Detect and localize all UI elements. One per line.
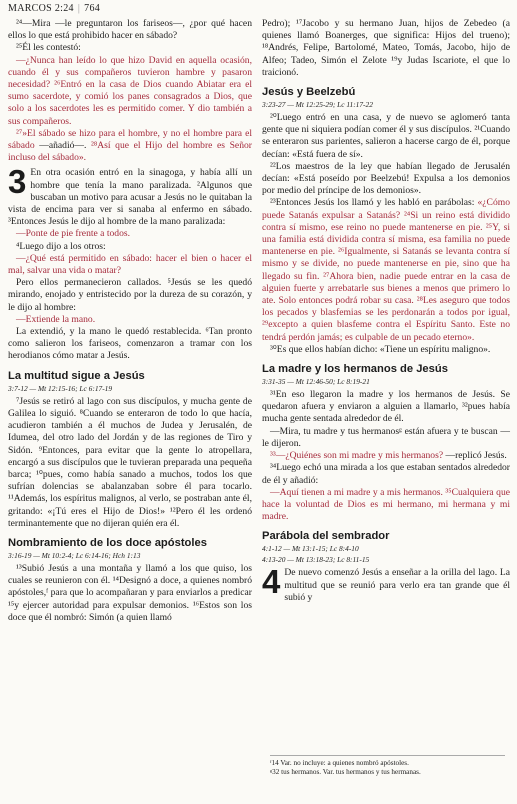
- chapter-number: 3: [8, 163, 27, 201]
- narration: ²³Entonces Jesús los llamó y les habló en parábolas:: [270, 197, 478, 209]
- page-header: [8, 3, 100, 14]
- verse-text: De nuevo comenzó Jesús a enseñar a la orilla del lago. La multitud que se reunió para verlo era tan grande que él subió y: [284, 567, 510, 603]
- verse-paragraph: ³⁰Es que ellos habían dicho: «Tiene un espíritu maligno».: [270, 343, 491, 355]
- narration: —replicó Jesús.: [445, 450, 507, 462]
- verse-paragraph: [262, 450, 510, 462]
- words-of-jesus: ²⁷»El sábado se hizo para el hombre, y no el hombre para el sábado: [8, 127, 252, 152]
- section-heading: Parábola del sembrador: [262, 530, 390, 543]
- verse-paragraph: Pedro); ¹⁷Jacobo y su hermano Juan, hijos de Zebedeo (a quienes llamó Boanerges, que significa: Hijos del trueno); ¹⁸Andrés, Felipe, Bartolomé, Mateo, Tomás, Jacobo, hijo de Alfeo; Tadeo, Simón el Zelote ¹⁹y Judas Iscariote, el que lo traicionó.: [262, 18, 510, 78]
- cross-reference: 4:1-12 — Mt 13:1-15; Lc 8:4-10: [262, 544, 359, 554]
- cross-reference: 4:13-20 — Mt 13:18-23; Lc 8:11-15: [262, 555, 370, 565]
- verse-paragraph: ²⁰Luego entró en una casa, y de nuevo se aglomeró tanta gente que ni siquiera podían comer él y sus discípulos. ²¹Cuando se enteraron sus parientes, salieron a hacerse cargo de él, porque decían: «Está fuera de sí».: [262, 112, 510, 160]
- section-heading: Nombramiento de los doce apóstoles: [8, 536, 207, 549]
- cross-reference: 3:31-35 — Mt 12:46-50; Lc 8:19-21: [262, 377, 370, 387]
- words-of-jesus: —¿Qué está permitido en sábado: hacer el bien o hacer el mal, salvar una vida o matar?: [8, 252, 252, 277]
- verse-paragraph: ³¹En eso llegaron la madre y los hermanos de Jesús. Se quedaron afuera y enviaron a alguien a llamarlo, ³²pues había mucha gente sentada alrededor de él.: [262, 389, 510, 425]
- footnotes: [270, 755, 505, 777]
- cross-reference: 3:16-19 — Mt 10:2-4; Lc 6:14-16; Hch 1:13: [8, 550, 141, 560]
- section-heading: La multitud sigue a Jesús: [8, 369, 145, 382]
- verse-paragraph: ⁴Luego dijo a los otros:: [16, 240, 106, 252]
- cross-reference: 3:23-27 — Mt 12:25-29; Lc 11:17-22: [262, 100, 373, 110]
- verse-paragraph: [262, 197, 510, 343]
- words-of-jesus: «¿Cómo puede Satanás expulsar a Satanás? ²⁴Si un reino está dividido contra sí mismo, ese reino no puede mantenerse en pie. ²⁵Y, si una familia está dividida contra sí misma, esa familia no puede mantenerse en pie. ²⁶Igualmente, si Satanás se levanta contra sí mismo y se divide, no puede mantenerse en pie, sino que ha llegado su fin. ²⁷Ahora bien, nadie puede entrar en la casa de alguien fuerte y arrebatarle sus bienes a menos que primero lo ate. Solo entonces podrá robar su casa. ²⁸Les aseguro que todos los pecados y blasfemias se les perdonarán a todos por igual, ²⁹excepto a quien blasfeme contra el Espíritu Santo. Este no tendrá perdón jamás; es culpable de un pecado eterno».: [262, 197, 510, 343]
- verse-paragraph: ²²Los maestros de la ley que habían llegado de Jerusalén decían: «Está poseído por Beelzebú! Expulsa a los demonios por medio del príncipe de los demonios».: [262, 160, 510, 197]
- narration: —añadió—.: [34, 140, 91, 152]
- verse-text: En otra ocasión entró en la sinagoga, y había allí un hombre que tenía la mano paralizada. ²Algunos que buscaban un motivo para acusar a Jesús no le quitaban la vista de encima para ver si sanaba al enfermo en sábado. ³Entonces Jesús le dijo al hombre de la mano paralizada:: [8, 167, 252, 228]
- chapter-start: [8, 163, 252, 228]
- words-of-jesus: —Extiende la mano.: [16, 313, 96, 325]
- verse-paragraph: Pero ellos permanecieron callados. ⁵Jesús se les quedó mirando, enojado y entristecido por la dureza de su corazón, y le dijo al hombre:: [8, 277, 252, 313]
- words-of-jesus: —Aquí tienen a mi madre y a mis hermanos. ³⁵Cualquiera que hace la voluntad de Dios es mi hermano, mi hermana y mi madre.: [262, 486, 510, 523]
- section-heading: La madre y los hermanos de Jesús: [262, 363, 448, 376]
- chapter-start: [262, 563, 510, 604]
- footnote: ᵍ32 tus hermanos. Var. tus hermanos y tus hermanas.: [270, 768, 421, 776]
- verse-paragraph: ²⁵Él les contestó:: [16, 42, 81, 54]
- verse-paragraph: [8, 128, 252, 165]
- verse-paragraph: ¹³Subió Jesús a una montaña y llamó a los que quiso, los cuales se reunieron con él. ¹⁴Designó a doce, a quienes nombró apóstoles,ᶠ para que lo acompañaran y para enviarlos a predicar ¹⁵y ejercer autoridad para expulsar demonios. ¹⁶Estos son los doce que él nombró: Simón (a quien llamó: [8, 562, 252, 623]
- verse-paragraph: ⁷Jesús se retiró al lago con sus discípulos, y mucha gente de Galilea lo siguió. ⁸Cuando se enteraron de todo lo que hacía, acudieron también a él muchos de Judea y Jerusalén, de Idumea, del otro lado del Jordán y de las regiones de Tiro y Sidón. ⁹Entonces, para evitar que la gente lo atropellara, encargó a sus discípulos que le tuvieran preparada una pequeña barca; ¹⁰pues, como había sanado a muchos, todos los que sufrían dolencias se abalanzaban sobre él para tocarlo. ¹¹Además, los espíritus malignos, al verlo, se postraban ante él, gritando: «¡Tú eres el Hijo de Dios!» ¹²Pero él les ordenó terminantemente que no dijeran quién era él.: [8, 395, 252, 529]
- verse-paragraph: ²⁴—Mira —le preguntaron los fariseos—, ¿por qué hacen ellos lo que está prohibido hacer en sábado?: [8, 18, 252, 42]
- footnote: ᶠ14 Var. no incluye: a quienes nombró apóstoles.: [270, 759, 409, 767]
- running-reference: MARCOS 2:24: [8, 3, 74, 14]
- section-heading: Jesús y Beelzebú: [262, 86, 356, 99]
- header-separator: |: [77, 3, 81, 14]
- words-of-jesus: —¿Nunca han leído lo que hizo David en aquella ocasión, cuando él y sus compañeros tuvieron hambre y pasaron necesidad? ²⁶Entró en la casa de Dios cuando Abiatar era el sumo sacerdote, y comió los panes consagrados a Dios, que solo a los sacerdotes les es permitido comer. Y dio también a sus compañeros.: [8, 54, 252, 127]
- verse-paragraph: —Mira, tu madre y tus hermanosᵍ están afuera y te buscan —le dijeron.: [262, 425, 510, 449]
- words-of-jesus: ²⁸Así que el Hijo del hombre es Señor incluso del sábado».: [8, 140, 252, 164]
- chapter-number: 4: [262, 563, 281, 601]
- right-column: [262, 18, 510, 604]
- cross-reference: 3:7-12 — Mt 12:15-16; Lc 6:17-19: [8, 383, 113, 393]
- left-column: [8, 18, 252, 624]
- words-of-jesus: ³³—¿Quiénes son mi madre y mis hermanos?: [270, 450, 444, 462]
- words-of-jesus: —Ponte de pie frente a todos.: [16, 228, 131, 240]
- verse-paragraph: ³⁴Luego echó una mirada a los que estaban sentados alrededor de él y añadió:: [262, 462, 510, 486]
- verse-paragraph: La extendió, y la mano le quedó restablecida. ⁶Tan pronto como salieron los fariseos, comenzaron a tramar con los herodianos cómo matar a Jesús.: [8, 326, 252, 362]
- page-number: 764: [84, 3, 101, 14]
